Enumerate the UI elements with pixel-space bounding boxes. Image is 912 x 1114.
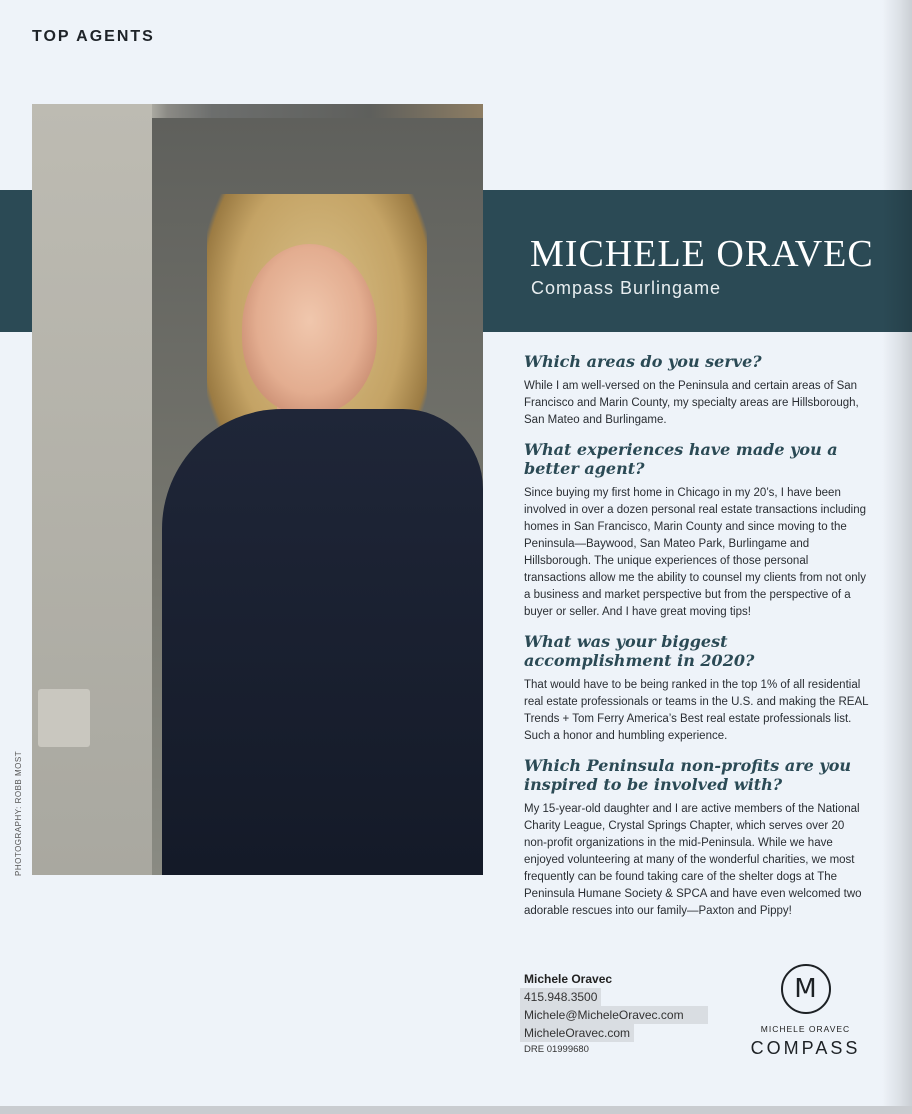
phone-link[interactable]: 415.948.3500 (520, 988, 601, 1006)
section-label: TOP AGENTS (32, 28, 155, 45)
photo-blouse (162, 409, 483, 875)
qa-item (524, 756, 869, 920)
m-monogram-icon: M (781, 964, 831, 1014)
photo-credit: PHOTOGRAPHY: ROBB MOST (14, 750, 23, 876)
email-link[interactable]: Michele@MicheleOravec.com (520, 1006, 708, 1024)
license-number: DRE 01999680 (524, 1044, 589, 1055)
compass-logo (748, 964, 863, 1059)
qa-item (524, 440, 869, 621)
agent-name-heading: MICHELE ORAVEC (530, 233, 874, 275)
photo-light-switch (38, 689, 90, 747)
website-link[interactable]: MicheleOravec.com (520, 1024, 634, 1042)
logo-brand: COMPASS (750, 1038, 861, 1058)
page-bottom-edge (0, 1106, 912, 1114)
answer: While I am well-versed on the Peninsula and certain areas of San Francisco and Marin County, my specialty areas are Hillsborough, San Mateo and Burlingame. (524, 380, 859, 426)
qa-item (524, 352, 869, 429)
qa-item (524, 632, 869, 745)
answer: That would have to be being ranked in the top 1% of all residential real estate professionals or teams in the U.S. and making the REAL Trends + Tom Ferry America’s Best real estate professionals list. Such a honor and humbling experience. (524, 679, 869, 742)
question: What was your biggest accomplishment in 2020? (524, 632, 755, 670)
answer: My 15-year-old daughter and I are active members of the National Charity League, Crystal Springs Chapter, which serves over 20 non-profit organizations in the mid-Peninsula. While we have enjoyed volunteering at many of the wonderful charities, we most frequently can be found taking care of the shelter dogs at The Peninsula Humane Society & SPCA and have even welcomed two adorable rescues into our family—Paxton and Pippy! (524, 803, 862, 917)
question: What experiences have made you a better agent? (524, 440, 838, 478)
agent-portrait-photo (32, 104, 483, 875)
question: Which Peninsula non-profits are you inspired to be involved with? (524, 756, 852, 794)
photo-background-wall (32, 104, 152, 875)
agent-company: Compass Burlingame (531, 278, 722, 298)
answer: Since buying my first home in Chicago in my 20’s, I have been involved in over a dozen personal real estate transactions including homes in San Francisco, Marin County and since moving to the Peninsula—Baywood, San Mateo Park, Burlingame and Hillsborough. The unique experiences of those personal transactions allow me the ability to counsel my clients from not only a business and market perspective but from the perspective of a buyer or seller. And I have great moving tips! (524, 487, 867, 618)
contact-name: Michele Oravec (524, 972, 613, 986)
qa-section (524, 352, 869, 931)
logo-agent-name: MICHELE ORAVEC (760, 1024, 851, 1034)
page-edge-shadow (882, 0, 912, 1114)
question: Which areas do you serve? (524, 352, 762, 371)
photo-face (242, 244, 377, 414)
contact-block (524, 972, 724, 1055)
